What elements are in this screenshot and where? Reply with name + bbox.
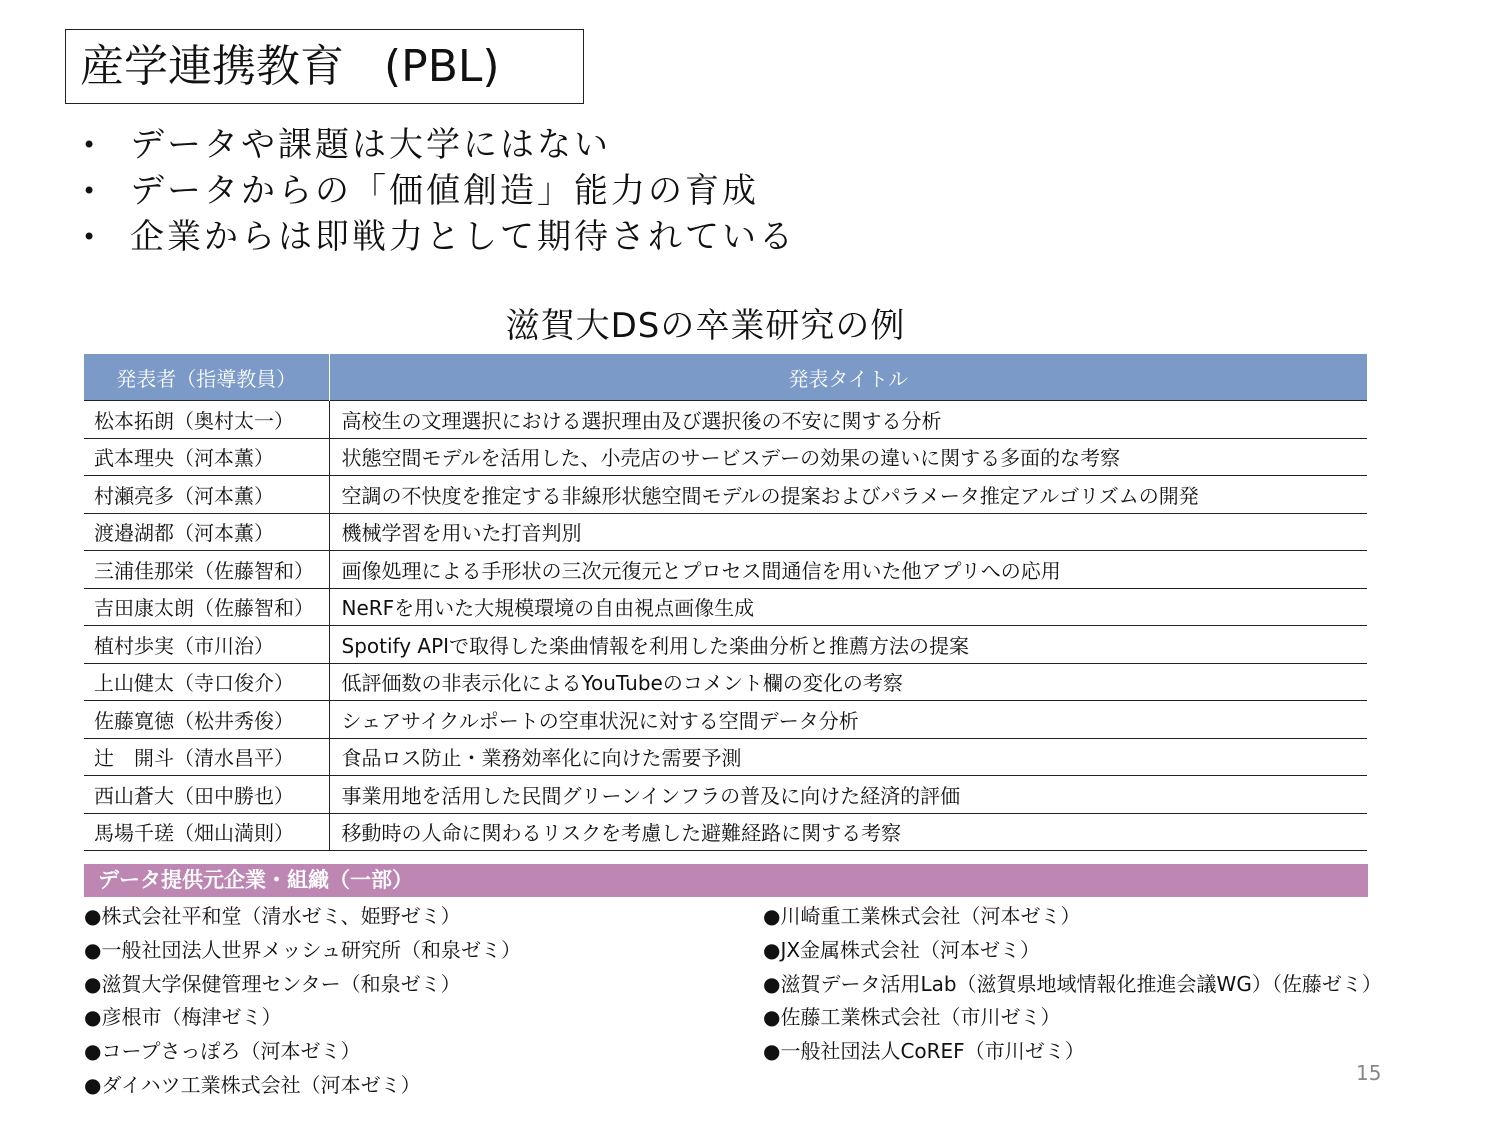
title-cell: 状態空間モデルを活用した、小売店のサービスデーの効果の違いに関する多面的な考察 xyxy=(329,438,1367,476)
bullet-dot-icon: • xyxy=(82,223,97,251)
table-row xyxy=(84,738,1367,776)
table-row xyxy=(84,663,1367,701)
list-item: ●コープさっぽろ（河本ゼミ） xyxy=(84,1039,361,1064)
table-row xyxy=(84,626,1367,664)
table-caption: 滋賀大DSの卒業研究の例 xyxy=(505,306,906,346)
orgs-header: データ提供元企業・組織（一部） xyxy=(84,864,1368,897)
presenter-cell: 吉田康太朗（佐藤智和） xyxy=(84,588,329,626)
list-item: ●一般社団法人CoREF（市川ゼミ） xyxy=(763,1039,1085,1064)
research-table xyxy=(84,354,1367,851)
table-row xyxy=(84,776,1367,814)
list-item: ●川崎重工業株式会社（河本ゼミ） xyxy=(763,904,1081,928)
presenter-cell: 村瀬亮多（河本薫） xyxy=(84,476,329,514)
bullet-text: 企業からは即戦力として期待されている xyxy=(130,217,796,257)
title-cell: 事業用地を活用した民間グリーンインフラの普及に向けた経済的評価 xyxy=(329,776,1367,814)
presenter-cell: 上山健太（寺口俊介） xyxy=(84,663,329,701)
title-cell: 食品ロス防止・業務効率化に向けた需要予測 xyxy=(329,738,1367,776)
table-row xyxy=(84,476,1367,514)
header-presenter: 発表者（指導教員） xyxy=(84,354,329,401)
bullet-list xyxy=(82,122,796,260)
presenter-cell: 三浦佳那栄（佐藤智和） xyxy=(84,551,329,589)
title-cell: 移動時の人命に関わるリスクを考慮した避難経路に関する考察 xyxy=(329,813,1367,851)
table-header-row xyxy=(84,354,1367,401)
bullet-item xyxy=(82,122,796,168)
title-cell: シェアサイクルポートの空車状況に対する空間データ分析 xyxy=(329,701,1367,739)
table-row xyxy=(84,701,1367,739)
list-item: ●JX金属株式会社（河本ゼミ） xyxy=(763,937,1041,962)
title-cell: 高校生の文理選択における選択理由及び選択後の不安に関する分析 xyxy=(329,401,1367,439)
slide-title-box xyxy=(65,29,584,104)
list-item: ●ダイハツ工業株式会社（河本ゼミ） xyxy=(84,1072,421,1097)
org-list-right xyxy=(763,900,1382,1069)
bullet-dot-icon: • xyxy=(82,177,97,205)
list-item: ●一般社団法人世界メッシュ研究所（和泉ゼミ） xyxy=(84,937,522,962)
presenter-cell: 西山蒼大（田中勝也） xyxy=(84,776,329,814)
list-item: ●彦根市（梅津ゼミ） xyxy=(84,1005,282,1030)
title-cell: 空調の不快度を推定する非線形状態空間モデルの提案およびパラメータ推定アルゴリズムの開発 xyxy=(329,476,1367,514)
title-cell: Spotify APIで取得した楽曲情報を利用した楽曲分析と推薦方法の提案 xyxy=(329,626,1367,664)
list-item: ●株式会社平和堂（清水ゼミ、姫野ゼミ） xyxy=(84,904,461,928)
presenter-cell: 渡邉湖都（河本薫） xyxy=(84,513,329,551)
bullet-item xyxy=(82,214,796,260)
list-item: ●滋賀大学保健管理センター（和泉ゼミ） xyxy=(84,971,461,996)
presenter-cell: 武本理央（河本薫） xyxy=(84,438,329,476)
title-cell: 画像処理による手形状の三次元復元とプロセス間通信を用いた他アプリへの応用 xyxy=(329,551,1367,589)
table-row xyxy=(84,401,1367,439)
presenter-cell: 松本拓朗（奥村太一） xyxy=(84,401,329,439)
title-cell: 低評価数の非表示化によるYouTubeのコメント欄の変化の考察 xyxy=(329,663,1367,701)
title-cell: NeRFを用いた大規模環境の自由視点画像生成 xyxy=(329,588,1367,626)
presenter-cell: 辻 開斗（清水昌平） xyxy=(84,738,329,776)
page-number: 15 xyxy=(1356,1061,1382,1085)
slide-title: 産学連携教育 xyxy=(80,41,344,92)
presenter-cell: 馬場千瑳（畑山満則） xyxy=(84,813,329,851)
table-row xyxy=(84,551,1367,589)
table-row xyxy=(84,438,1367,476)
bullet-text: データや課題は大学にはない xyxy=(130,125,611,165)
title-cell: 機械学習を用いた打音判別 xyxy=(329,513,1367,551)
bullet-item xyxy=(82,168,796,214)
table-row xyxy=(84,813,1367,851)
list-item: ●佐藤工業株式会社（市川ゼミ） xyxy=(763,1005,1061,1030)
presenter-cell: 佐藤寛徳（松井秀俊） xyxy=(84,701,329,739)
bullet-text: データからの「価値創造」能力の育成 xyxy=(130,171,759,211)
slide-title-suffix: (PBL) xyxy=(384,41,500,92)
presenter-cell: 植村歩実（市川治） xyxy=(84,626,329,664)
bullet-dot-icon: • xyxy=(82,131,97,159)
header-title: 発表タイトル xyxy=(329,354,1367,401)
list-item: ●滋賀データ活用Lab（滋賀県地域情報化推進会議WG）（佐藤ゼミ） xyxy=(763,971,1382,996)
table-row xyxy=(84,588,1367,626)
org-list-left xyxy=(84,900,521,1103)
table-row xyxy=(84,513,1367,551)
